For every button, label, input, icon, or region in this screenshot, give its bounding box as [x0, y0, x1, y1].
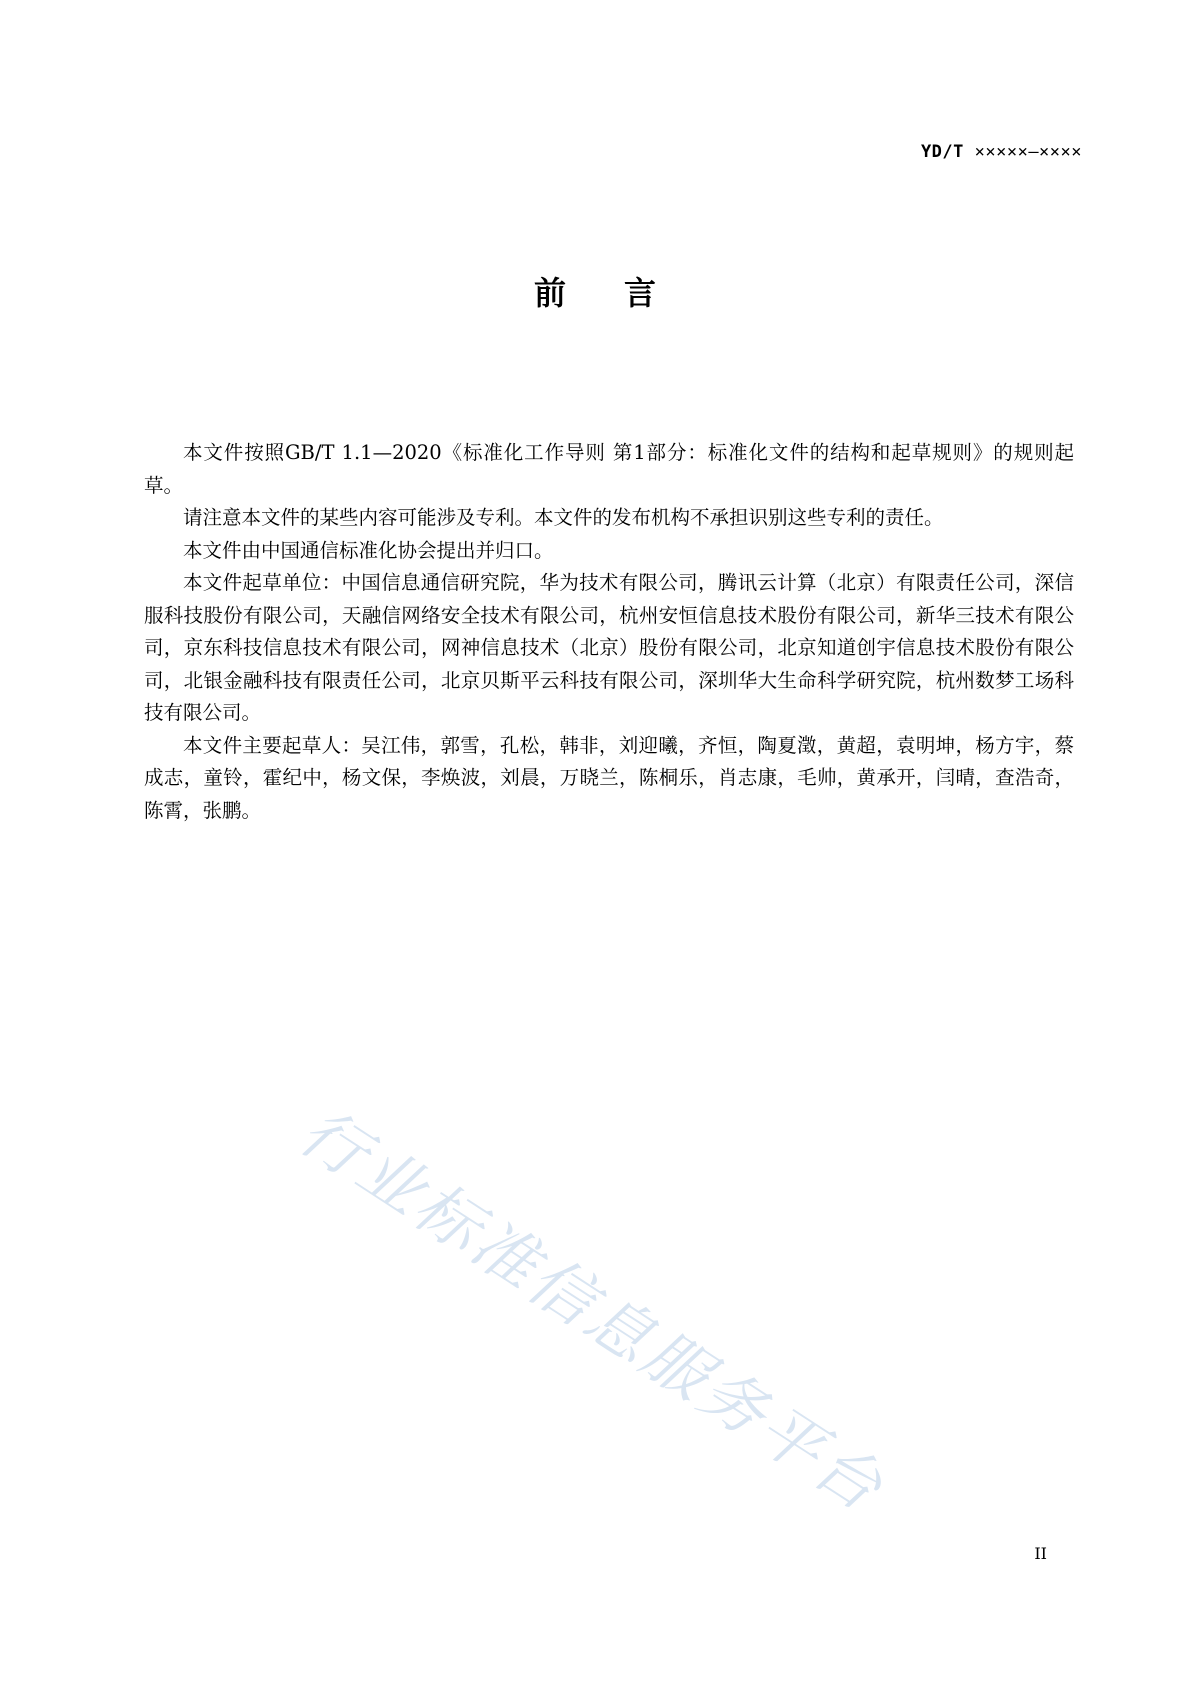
document-code-number: ×××××—××××: [974, 142, 1082, 162]
page-title: 前言: [533, 274, 714, 312]
paragraph-patent-notice: 请注意本文件的某些内容可能涉及专利。本文件的发布机构不承担识别这些专利的责任。: [183, 506, 944, 529]
paragraph-drafting-units: 本文件起草单位：中国信息通信研究院，华为技术有限公司，腾讯云计算（北京）有限责任公司，深信服科技股份有限公司，天融信网络安全技术有限公司，杭州安恒信息技术股份有限公司，新华三技术有限公司，京东科技信息技术有限公司，网神信息技术（北京）股份有限公司，北京知道创宇信息技术股份有限公司，北银金融科技有限责任公司，北京贝斯平云科技有限公司，深圳华大生命科学研究院，杭州数梦工场科技有限公司。: [144, 571, 1074, 724]
paragraph-proposer: 本文件由中国通信标准化协会提出并归口。: [183, 538, 554, 562]
page-number: II: [1034, 1544, 1047, 1563]
document-code: [921, 142, 1082, 162]
watermark: 行业标准信息服务平台: [286, 1095, 898, 1528]
document-code-prefix: YD/T: [920, 142, 964, 162]
foreword-body: [144, 437, 1074, 827]
paragraph-drafting-rules: 本文件按照GB/T 1.1—2020《标准化工作导则 第1部分：标准化文件的结构和起草规则》的规则起草。: [144, 441, 1074, 497]
paragraph-drafters: 本文件主要起草人：吴江伟，郭雪，孔松，韩非，刘迎曦，齐恒，陶夏澂，黄超，袁明坤，杨方宇，蔡成志，童铃，霍纪中，杨文保，李焕波，刘晨，万晓兰，陈桐乐，肖志康，毛帅，黄承开，闫晴，查浩奇，陈霄，张鹏。: [144, 733, 1074, 822]
